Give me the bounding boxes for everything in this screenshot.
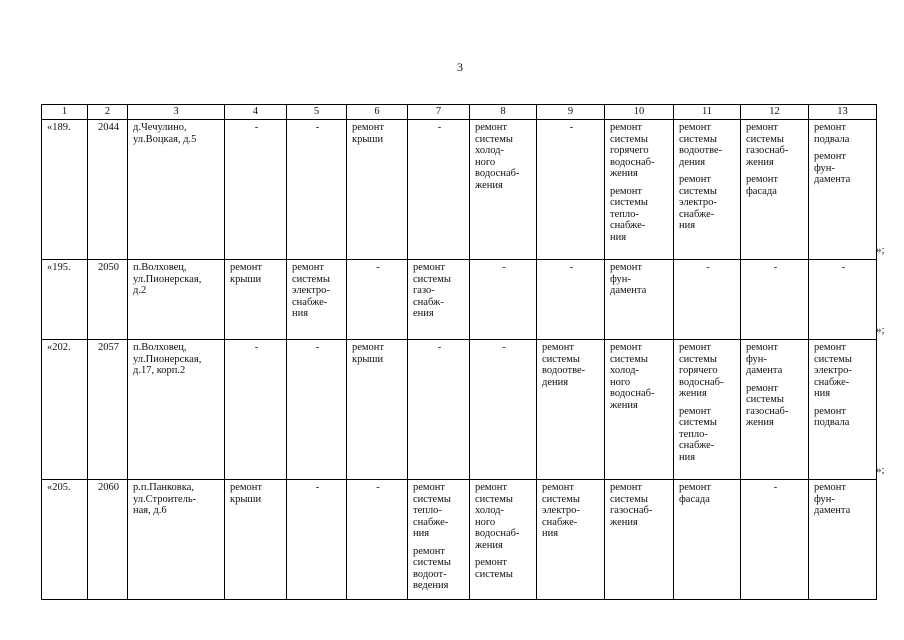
column-header: 4	[225, 105, 287, 120]
table-cell	[128, 120, 225, 260]
cell-text: ремонт системы электро- снабже- ния	[814, 342, 852, 399]
table-cell	[537, 260, 605, 340]
cell-text: ремонт фасада	[679, 482, 712, 505]
table-cell	[287, 260, 347, 340]
cell-text: -	[502, 262, 506, 273]
cell-text: ремонт фун- дамента	[814, 482, 851, 516]
cell-text: ремонт системы горячего водоснаб- жения	[610, 122, 655, 179]
cell-text: «195.	[47, 262, 71, 273]
table-cell	[88, 480, 128, 600]
cell-text: ремонт крыши	[230, 482, 263, 505]
table-cell	[225, 480, 287, 600]
repair-schedule-table	[41, 104, 877, 600]
table-row	[42, 120, 877, 260]
table-cell	[674, 340, 741, 480]
cell-text: -	[841, 262, 846, 273]
table-cell	[470, 120, 537, 260]
table-cell	[42, 340, 88, 480]
table-cell	[537, 120, 605, 260]
table-cell	[537, 480, 605, 600]
cell-text: -	[773, 482, 778, 493]
column-header: 2	[88, 105, 128, 120]
cell-text: ремонт системы холод- ного водоснаб- жения	[610, 342, 655, 411]
cell-text: ремонт фун- дамента	[610, 262, 647, 296]
cell-text: ремонт фун- дамента	[746, 342, 783, 376]
table-cell	[605, 120, 674, 260]
cell-text: ремонт крыши	[352, 342, 385, 365]
cell-text: ремонт системы электро- снабже- ния	[292, 262, 330, 319]
cell-text: -	[376, 262, 380, 273]
table-cell	[225, 260, 287, 340]
column-header: 7	[408, 105, 470, 120]
table-cell	[42, 480, 88, 600]
table-cell	[347, 340, 408, 480]
column-header: 3	[128, 105, 225, 120]
table-cell	[809, 120, 877, 260]
cell-text: 2060	[98, 482, 119, 493]
column-header: 11	[674, 105, 741, 120]
table-cell	[408, 120, 470, 260]
column-header: 1	[42, 105, 88, 120]
cell-text: -	[437, 122, 442, 133]
cell-text: ремонт системы горячего водоснаб- жения	[679, 342, 724, 399]
table-cell	[741, 480, 809, 600]
cell-text: ремонт системы холод- ного водоснаб- жения	[475, 122, 520, 191]
column-header: 6	[347, 105, 408, 120]
cell-text: -	[376, 482, 380, 493]
cell-text: ремонт подвала	[814, 122, 850, 145]
table-row	[42, 260, 877, 340]
table-cell	[741, 120, 809, 260]
cell-text: ремонт системы тепло- снабже- ния	[413, 482, 451, 539]
table-cell	[408, 480, 470, 600]
cell-text: 2050	[98, 262, 119, 273]
table-cell	[809, 480, 877, 600]
cell-text: -	[254, 342, 259, 353]
table-cell	[287, 120, 347, 260]
cell-text: -	[569, 122, 574, 133]
cell-text: -	[315, 482, 320, 493]
table-cell	[470, 480, 537, 600]
table-cell	[42, 260, 88, 340]
page-number: 3	[457, 60, 463, 74]
cell-text: д.Чечулино, ул.Воцкая, д.5	[133, 122, 197, 145]
cell-text: ремонт системы водоотве- дения	[542, 342, 586, 388]
cell-text: ремонт системы	[475, 557, 513, 580]
column-header: 5	[287, 105, 347, 120]
table-cell	[42, 120, 88, 260]
table-cell	[470, 340, 537, 480]
cell-text: ремонт системы холод- ного водоснаб- жения	[475, 482, 520, 551]
table-row	[42, 480, 877, 600]
cell-text: п.Волховец, ул.Пионерская, д.17, корп.2	[133, 342, 202, 376]
cell-text: ремонт крыши	[352, 122, 385, 145]
table-cell	[470, 260, 537, 340]
table-cell	[88, 340, 128, 480]
table-cell	[674, 480, 741, 600]
row-closing-quote: »;	[876, 323, 885, 336]
cell-text: ремонт системы водоот- ведения	[413, 545, 451, 591]
column-number-row	[42, 105, 877, 120]
cell-text: «205.	[47, 482, 71, 493]
table-cell	[347, 260, 408, 340]
column-header: 9	[537, 105, 605, 120]
table-cell	[347, 480, 408, 600]
cell-text: п.Волховец, ул.Пионерская, д.2	[133, 262, 202, 296]
cell-text: -	[315, 342, 320, 353]
table-cell	[741, 340, 809, 480]
table-cell	[605, 480, 674, 600]
table-cell	[128, 260, 225, 340]
cell-text: -	[315, 122, 320, 133]
row-closing-quote: »;	[876, 243, 885, 256]
cell-text: -	[569, 262, 574, 273]
cell-text: ремонт системы газоснаб- жения	[610, 482, 653, 528]
cell-text: ремонт системы электро- снабже- ния	[542, 482, 580, 539]
column-header: 13	[809, 105, 877, 120]
cell-text: ремонт фасада	[746, 174, 779, 197]
table-cell	[347, 120, 408, 260]
cell-text: -	[706, 262, 710, 273]
cell-text: -	[773, 262, 778, 273]
table-cell	[128, 340, 225, 480]
cell-text: ремонт системы газоснаб- жения	[746, 122, 789, 168]
cell-text: ремонт системы водоотве- дения	[679, 122, 723, 168]
table-cell	[408, 260, 470, 340]
table-row	[42, 340, 877, 480]
table-cell	[537, 340, 605, 480]
table-cell	[809, 340, 877, 480]
cell-text: -	[502, 342, 506, 353]
cell-text: -	[254, 122, 259, 133]
cell-text: 2057	[98, 342, 119, 353]
cell-text: ремонт системы тепло- снабже- ния	[679, 405, 717, 463]
cell-text: 2044	[98, 122, 119, 133]
table-cell	[88, 260, 128, 340]
cell-text: «202.	[47, 342, 71, 353]
cell-text: ремонт системы электро- снабже- ния	[679, 174, 717, 231]
cell-text: ремонт подвала	[814, 405, 850, 428]
table-cell	[605, 260, 674, 340]
cell-text: ремонт системы тепло- снабже- ния	[610, 185, 648, 243]
cell-text: ремонт системы газо- снабж- ения	[413, 262, 451, 319]
table-cell	[674, 120, 741, 260]
cell-text: -	[437, 342, 442, 353]
cell-text: р.п.Панковка, ул.Строитель- ная, д.6	[133, 482, 197, 516]
table-cell	[809, 260, 877, 340]
table-cell	[287, 480, 347, 600]
cell-text: ремонт крыши	[230, 262, 263, 285]
row-closing-quote: »;	[876, 463, 885, 476]
cell-text: ремонт системы газоснаб- жения	[746, 382, 789, 428]
column-header: 8	[470, 105, 537, 120]
table-cell	[88, 120, 128, 260]
table-cell	[287, 340, 347, 480]
column-header: 10	[605, 105, 674, 120]
table-cell	[741, 260, 809, 340]
table-cell	[225, 340, 287, 480]
cell-text: ремонт фун- дамента	[814, 151, 851, 185]
table-cell	[674, 260, 741, 340]
table-cell	[408, 340, 470, 480]
column-header: 12	[741, 105, 809, 120]
table-cell	[128, 480, 225, 600]
cell-text: «189.	[47, 122, 71, 133]
table-cell	[605, 340, 674, 480]
table-cell	[225, 120, 287, 260]
